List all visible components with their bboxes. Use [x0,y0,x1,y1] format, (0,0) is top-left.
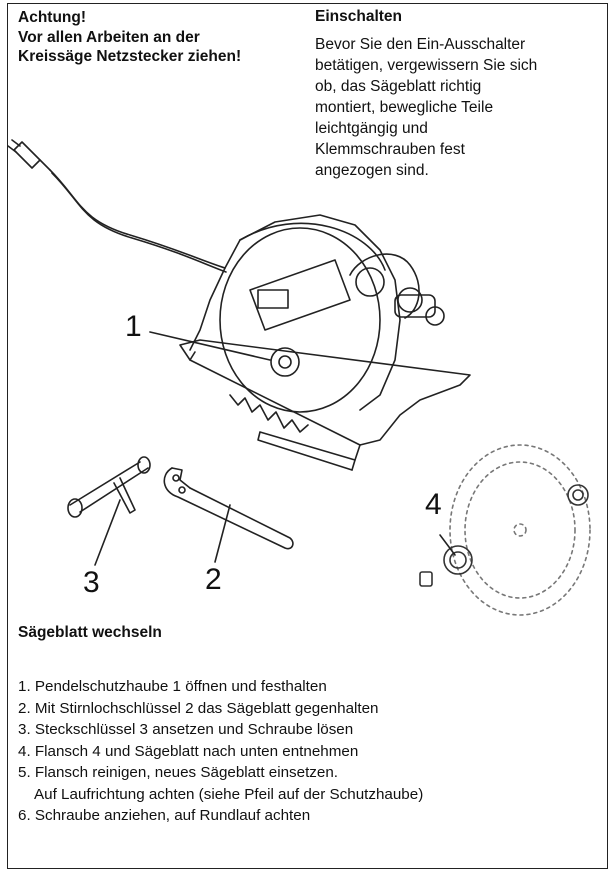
step-item: 4. Flansch 4 und Sägeblatt nach unten entnehmen [18,742,359,760]
step-item: 5. Flansch reinigen, neues Sägeblatt einsetzen. [18,764,338,781]
flange-4 [420,485,588,586]
step-item: Auf Laufrichtung achten (siehe Pfeil auf der Schutzhaube) [18,785,424,803]
switch-on-line: angezogen sind. [315,162,429,179]
switch-on-line: Klemmschrauben fest [315,141,465,158]
blade-change-title: Sägeblatt wechseln [18,624,162,641]
step-item: 2. Mit Stirnlochschlüssel 2 das Sägeblatt gegenhalten [18,699,379,717]
circular-saw [180,215,470,470]
socket-wrench [68,457,150,517]
warning-line: Kreissäge Netzstecker ziehen! [18,48,242,65]
switch-on-line: leichtgängig und [315,120,428,137]
warning-line: Achtung! [18,9,87,26]
step-item: 3. Steckschlüssel 3 ansetzen und Schraube lösen [18,721,354,738]
step-item: 6. Schraube anziehen, auf Rundlauf achten [18,807,311,824]
switch-on-line: ob, das Sägeblatt richtig [315,78,482,95]
warning-line: Vor allen Arbeiten an der [18,28,200,46]
power-plug-icon [8,140,50,170]
callout-3: 3 [83,566,100,599]
callout-1: 1 [125,310,142,343]
switch-on-line: betätigen, vergewissern Sie sich [315,57,538,74]
switch-on-title: Einschalten [315,8,402,25]
callout-2: 2 [205,563,222,596]
switch-on-line: Bevor Sie den Ein-Ausschalter [315,36,526,53]
saw-blade-exploded [450,445,590,615]
step-item: 1. Pendelschutzhaube 1 öffnen und festhalten [18,678,327,695]
power-cable [50,170,225,268]
blade-change-steps [18,676,423,827]
switch-on-line: montiert, bewegliche Teile [315,99,494,116]
callout-4: 4 [425,488,442,521]
